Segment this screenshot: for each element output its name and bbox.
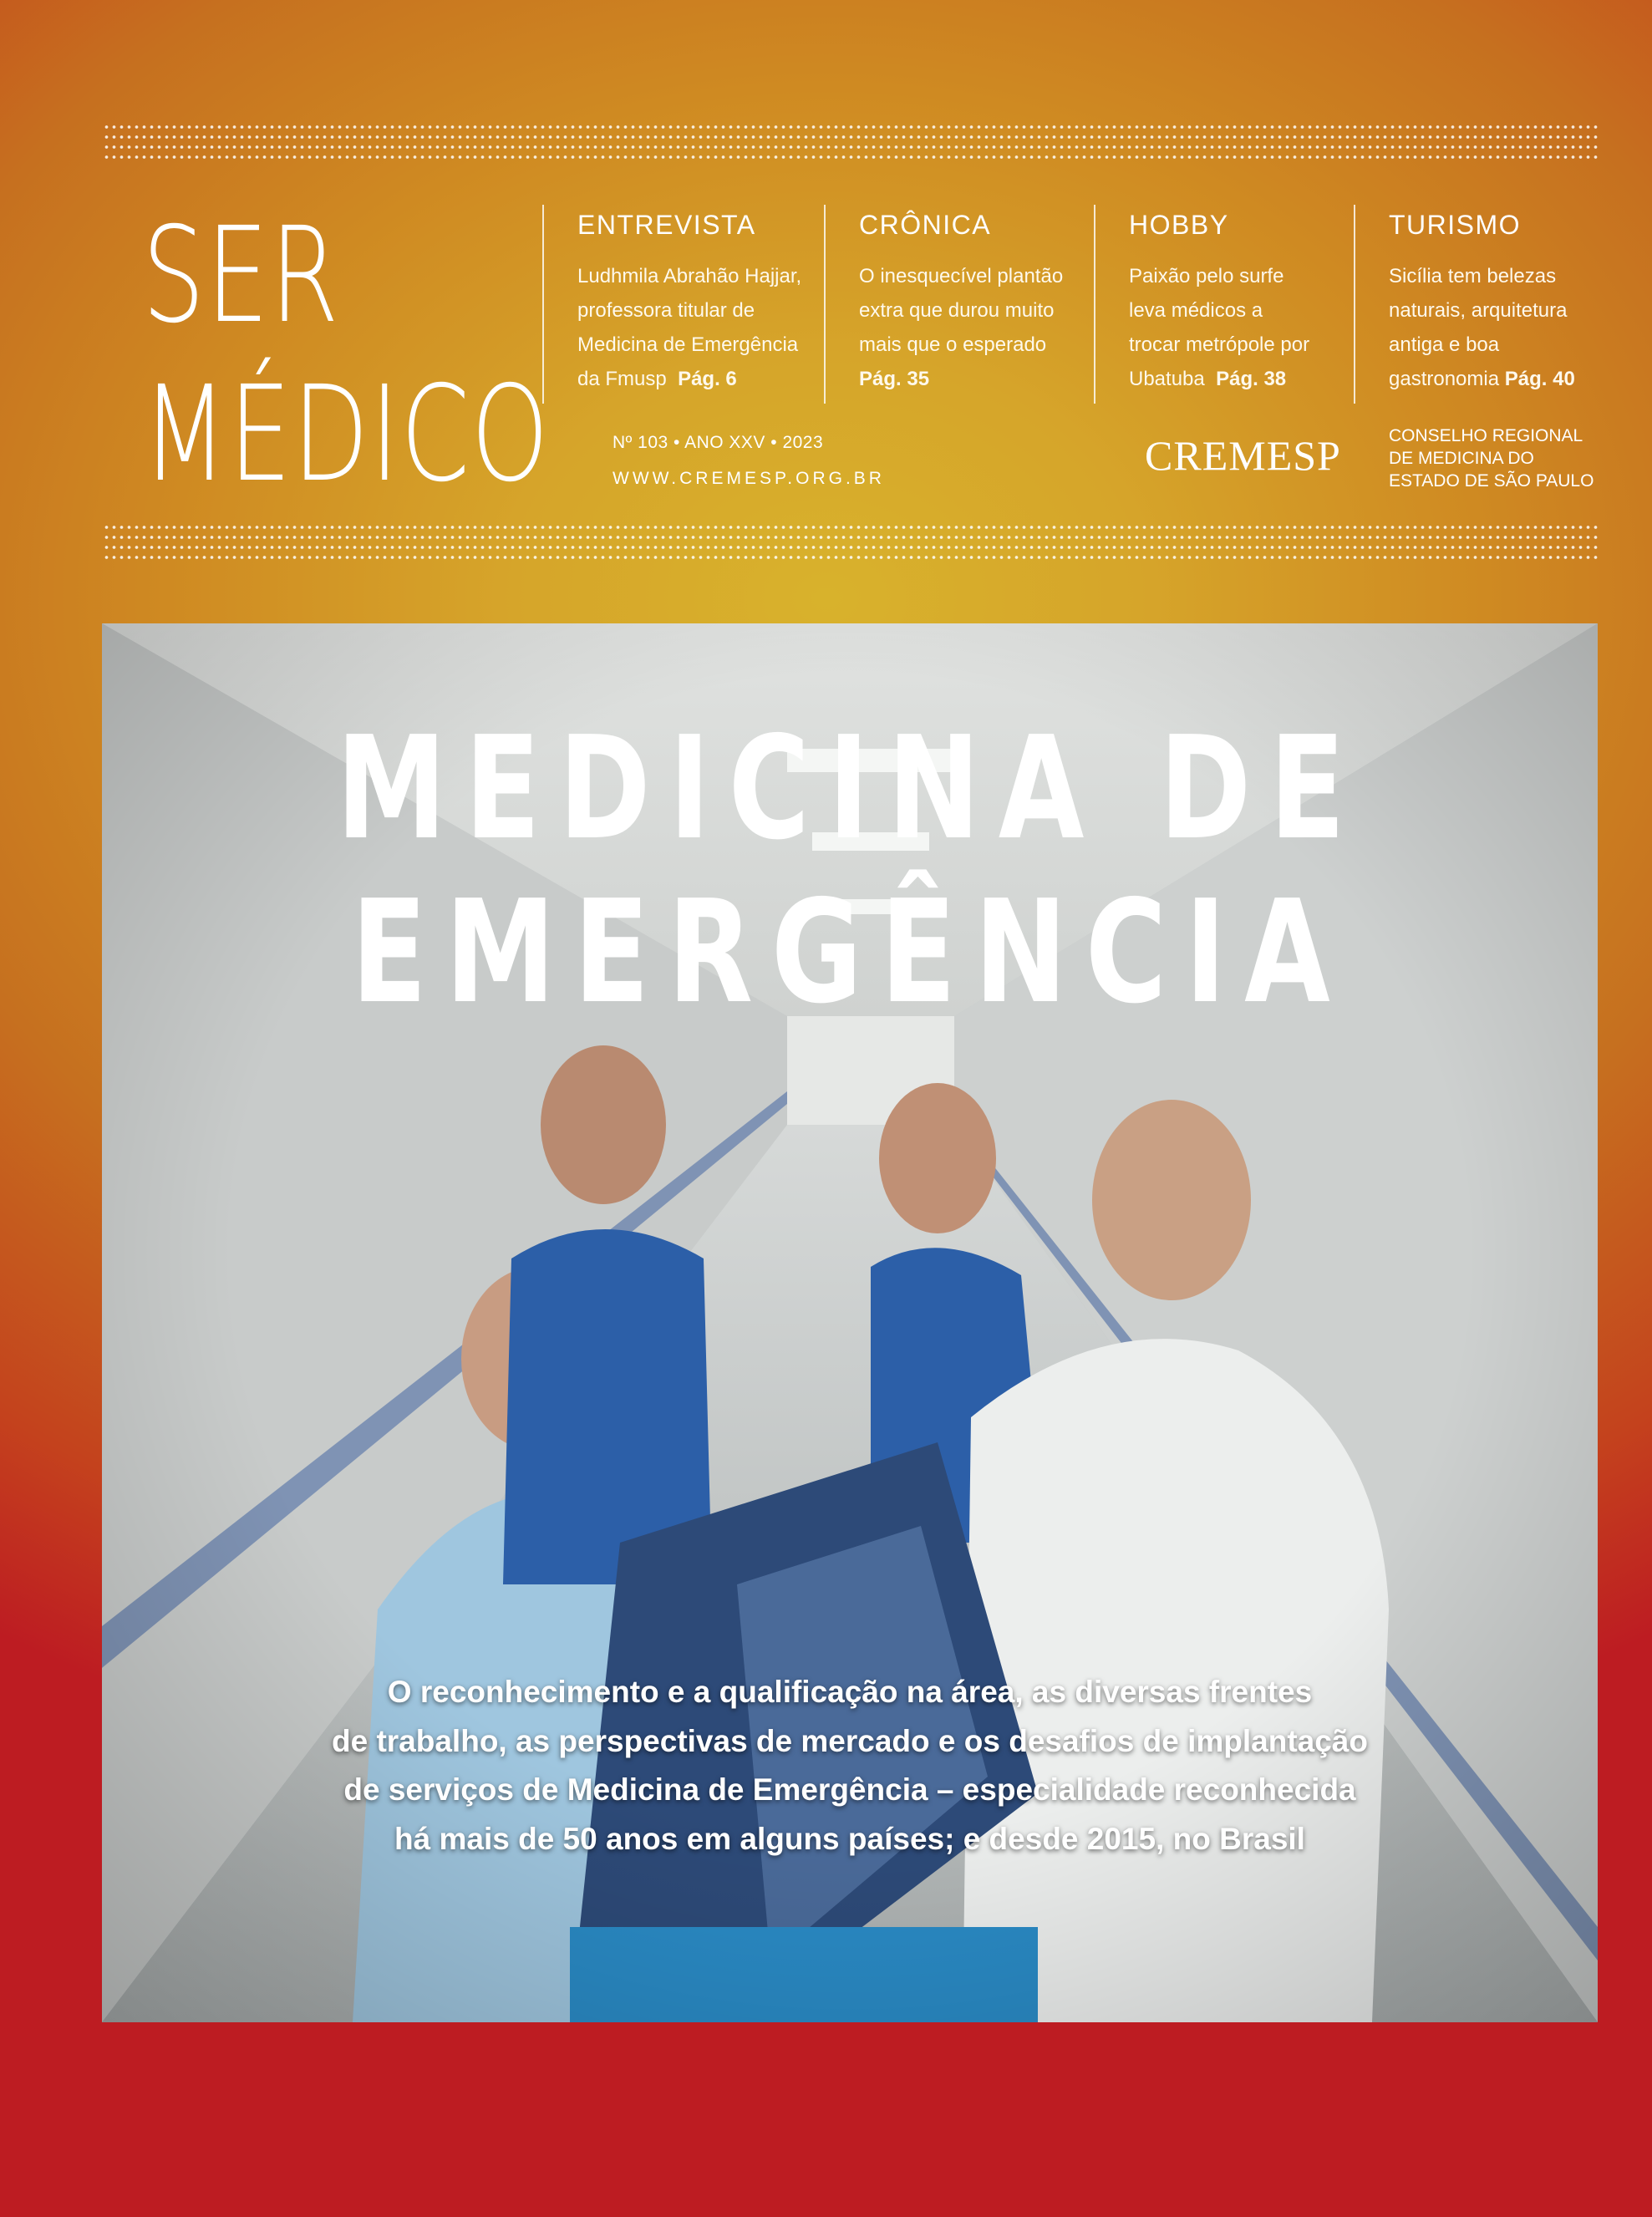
section-hobby[interactable] xyxy=(1094,205,1355,404)
cover-title xyxy=(267,707,1433,1035)
caption-line: de trabalho, as perspectivas de mercado e os desafios de implantação xyxy=(332,1723,1368,1758)
summary-line: gastronomia Pág. 40 xyxy=(1389,368,1575,390)
masthead-title xyxy=(142,196,550,514)
section-summary xyxy=(1129,259,1355,396)
caption-line: de serviços de Medicina de Emergência – especialidade reconhecida xyxy=(343,1772,1356,1807)
section-heading: HOBBY xyxy=(1129,210,1229,240)
summary-line: trocar metrópole por xyxy=(1129,333,1310,356)
summary-line: Ludhmila Abrahão Hajjar, xyxy=(577,265,802,287)
cover-title-line: MEDICINA DE xyxy=(336,706,1364,872)
summary-line: extra que durou muito xyxy=(859,299,1055,322)
page-ref: Pág. 38 xyxy=(1216,368,1287,390)
council-name xyxy=(1389,425,1594,492)
section-heading: TURISMO xyxy=(1389,210,1522,240)
cover-caption xyxy=(102,1668,1598,1864)
summary-line: O inesquecível plantão xyxy=(859,265,1064,287)
summary-line: Ubatuba Pág. 38 xyxy=(1129,368,1287,390)
council-line: CONSELHO REGIONAL xyxy=(1389,426,1583,445)
caption-line: O reconhecimento e a qualificação na área, as diversas frentes xyxy=(387,1675,1313,1709)
cremesp-logo: CREMESP xyxy=(1145,432,1341,479)
issue-info: Nº 103 • ANO XXV • 2023 xyxy=(613,433,824,452)
summary-line: Medicina de Emergência xyxy=(577,333,799,356)
section-turismo[interactable] xyxy=(1354,205,1604,404)
summary-line: naturais, arquitetura xyxy=(1389,299,1568,322)
section-summary xyxy=(577,259,825,396)
section-heading: CRÔNICA xyxy=(859,210,992,240)
masthead-line-1: SER xyxy=(142,199,340,353)
bottom-dotted-band xyxy=(103,522,1598,562)
page-ref: Pág. 35 xyxy=(859,368,930,390)
summary-line: leva médicos a xyxy=(1129,299,1263,322)
section-summary xyxy=(1389,259,1604,396)
masthead-line-2: MÉDICO xyxy=(142,358,551,511)
page-ref: Pág. 6 xyxy=(678,368,737,390)
page-ref: Pág. 40 xyxy=(1504,368,1575,390)
website-link[interactable]: WWW.CREMESP.ORG.BR xyxy=(613,469,885,488)
caption-line: há mais de 50 anos em alguns países; e desde 2015, no Brasil xyxy=(394,1821,1305,1856)
cover-title-line: EMERGÊNCIA xyxy=(351,870,1349,1035)
council-line: DE MEDICINA DO xyxy=(1389,449,1534,468)
cover-photo xyxy=(102,623,1598,2022)
summary-line: da Fmusp Pág. 6 xyxy=(577,368,737,390)
council-line: ESTADO DE SÃO PAULO xyxy=(1389,471,1594,491)
section-summary xyxy=(859,259,1095,396)
summary-line: antiga e boa xyxy=(1389,333,1500,356)
summary-line: mais que o esperado xyxy=(859,333,1047,356)
summary-line: Paixão pelo surfe xyxy=(1129,265,1284,287)
section-heading: ENTREVISTA xyxy=(577,210,756,240)
section-entrevista[interactable] xyxy=(542,205,825,404)
summary-line: Sicília tem belezas xyxy=(1389,265,1557,287)
section-cronica[interactable] xyxy=(824,205,1095,404)
summary-line xyxy=(859,362,1095,396)
summary-line: professora titular de xyxy=(577,299,755,322)
top-dotted-band xyxy=(103,122,1598,162)
